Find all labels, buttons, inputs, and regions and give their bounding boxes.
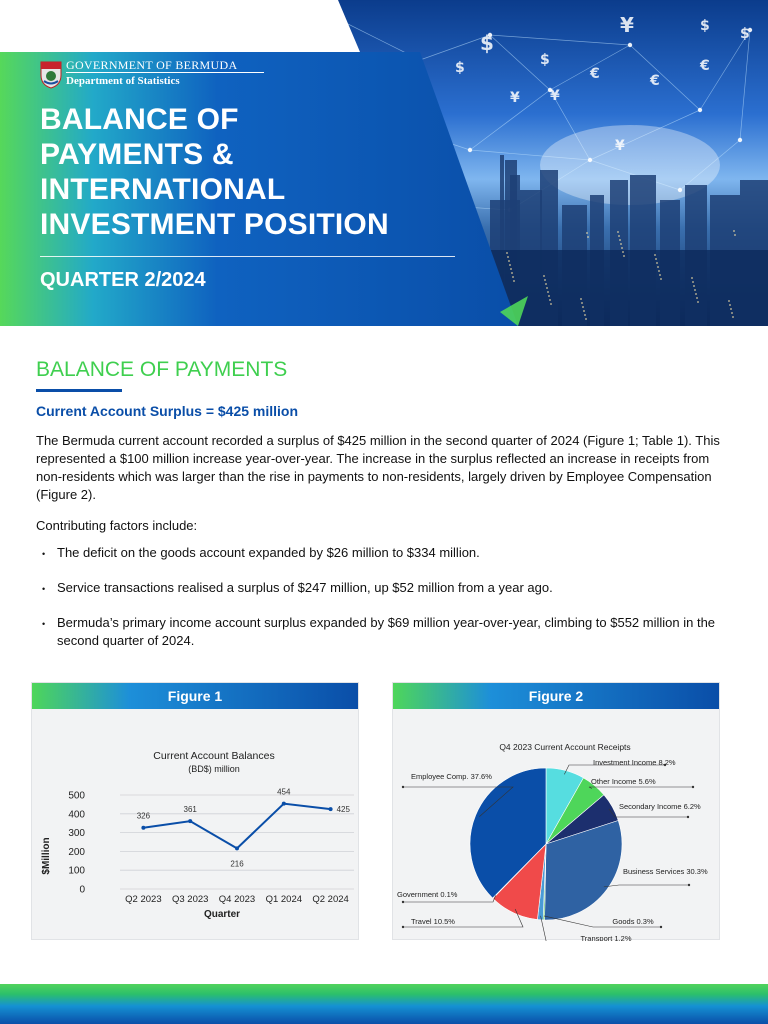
title-divider <box>40 256 455 257</box>
report-quarter: QUARTER 2/2024 <box>40 269 206 291</box>
currency-symbol: $ <box>480 31 494 55</box>
figure-1-label: Figure 1 <box>32 683 358 709</box>
leader-dot <box>660 926 662 928</box>
currency-symbol: € <box>700 58 710 74</box>
y-tick-label: 500 <box>68 790 85 802</box>
report-header <box>0 0 768 326</box>
x-tick-label: Q1 2024 <box>265 894 303 905</box>
data-label: 216 <box>230 859 244 869</box>
figure-2-label: Figure 2 <box>393 683 719 709</box>
y-tick-label: 400 <box>68 809 85 821</box>
section-underline <box>36 389 122 392</box>
title-line-2: PAYMENTS & <box>40 138 234 171</box>
leader-dot <box>402 786 404 788</box>
leader-dot <box>402 901 404 903</box>
currency-symbol: € <box>590 66 600 82</box>
y-tick-label: 200 <box>68 846 85 858</box>
leader-line <box>604 885 689 887</box>
currency-symbol: ¥ <box>620 13 634 37</box>
chart-subtitle: (BD$) million <box>188 764 240 774</box>
data-label: 454 <box>277 787 291 797</box>
slice-label: Travel 10.5% <box>411 917 455 926</box>
data-point <box>188 819 192 823</box>
leader-dot <box>688 884 690 886</box>
currency-symbol: ¥ <box>615 138 625 154</box>
data-point <box>282 802 286 806</box>
x-tick-label: Q3 2023 <box>171 894 209 905</box>
bermuda-crest-icon <box>40 59 62 89</box>
title-line-1: BALANCE OF <box>40 103 239 136</box>
slice-label: Secondary Income 6.2% <box>619 802 701 811</box>
y-tick-label: 100 <box>68 865 85 877</box>
figure-2-panel <box>392 682 720 940</box>
slice-label: Other Income 5.6% <box>591 777 656 786</box>
section-heading: BALANCE OF PAYMENTS <box>36 358 288 381</box>
data-label: 425 <box>336 805 350 815</box>
leader-dot <box>687 816 689 818</box>
current-account-receipts-pie-chart <box>393 709 721 941</box>
series-line <box>143 804 330 849</box>
department-name: Department of Statistics <box>66 75 180 87</box>
y-axis-label: $Million <box>41 837 52 875</box>
currency-symbol: € <box>650 73 660 89</box>
leader-dot <box>402 926 404 928</box>
chart-title: Current Account Balances <box>153 750 275 762</box>
slice-label: Government 0.1% <box>397 890 458 899</box>
y-tick-label: 0 <box>79 884 85 896</box>
currency-symbol: $ <box>700 18 710 34</box>
slice-label: Investment Income 8.2% <box>593 758 676 767</box>
chart-title: Q4 2023 Current Account Receipts <box>499 742 631 752</box>
x-axis-label: Quarter <box>203 909 241 920</box>
currency-symbol: ¥ <box>510 90 520 106</box>
government-logo-block <box>40 59 264 89</box>
factors-list <box>36 544 736 650</box>
summary-paragraph: The Bermuda current account recorded a surplus of $425 million in the second quarter of 2024 (Figure 1; Table 1). This represented a $100 million increase year-over-year. The increase in the surplus reflected an increase in receipts from non-residents which was larger than the rise in payments to non-residents, largely driven by Employee Compensation (Figure 2). <box>36 433 720 502</box>
leader-dot <box>692 786 694 788</box>
current-account-line-chart <box>32 709 360 941</box>
title-line-3: INTERNATIONAL <box>40 173 286 206</box>
leader-line <box>589 787 693 789</box>
y-tick-label: 300 <box>68 828 85 840</box>
list-item: • Service transactions realised a surplus of $247 million, up $52 million from a year ago. <box>36 579 736 597</box>
currency-symbol: $ <box>540 52 550 68</box>
report-title <box>40 102 389 242</box>
data-point <box>235 846 239 850</box>
data-point <box>141 826 145 830</box>
currency-symbol: $ <box>740 26 750 42</box>
data-point <box>329 807 333 811</box>
current-account-subheading: Current Account Surplus = $425 million <box>36 403 299 419</box>
figure-1-panel <box>31 682 359 940</box>
slice-label: Goods 0.3% <box>612 917 654 926</box>
x-tick-label: Q4 2023 <box>218 894 256 905</box>
data-label: 361 <box>183 805 197 815</box>
slice-label: Transport 1.2% <box>580 934 632 941</box>
list-item: • The deficit on the goods account expanded by $26 million to $334 million. <box>36 544 736 562</box>
x-tick-label: Q2 2024 <box>312 894 349 905</box>
logo-divider <box>66 72 264 73</box>
slice-label: Employee Comp. 37.6% <box>411 772 492 781</box>
title-line-4: INVESTMENT POSITION <box>40 208 389 241</box>
x-tick-label: Q2 2023 <box>125 894 162 905</box>
footer-band <box>0 984 768 1024</box>
currency-symbol: ¥ <box>550 88 560 104</box>
list-item: • Bermuda’s primary income account surplus expanded by $69 million year-over-year, climbing to $552 million in the second quarter of 2024. <box>36 614 736 650</box>
factors-intro: Contributing factors include: <box>36 518 198 533</box>
slice-label: Business Services 30.3% <box>623 867 708 876</box>
government-name: GOVERNMENT OF BERMUDA <box>66 58 238 72</box>
data-label: 326 <box>136 811 151 821</box>
currency-symbol: $ <box>455 60 465 76</box>
